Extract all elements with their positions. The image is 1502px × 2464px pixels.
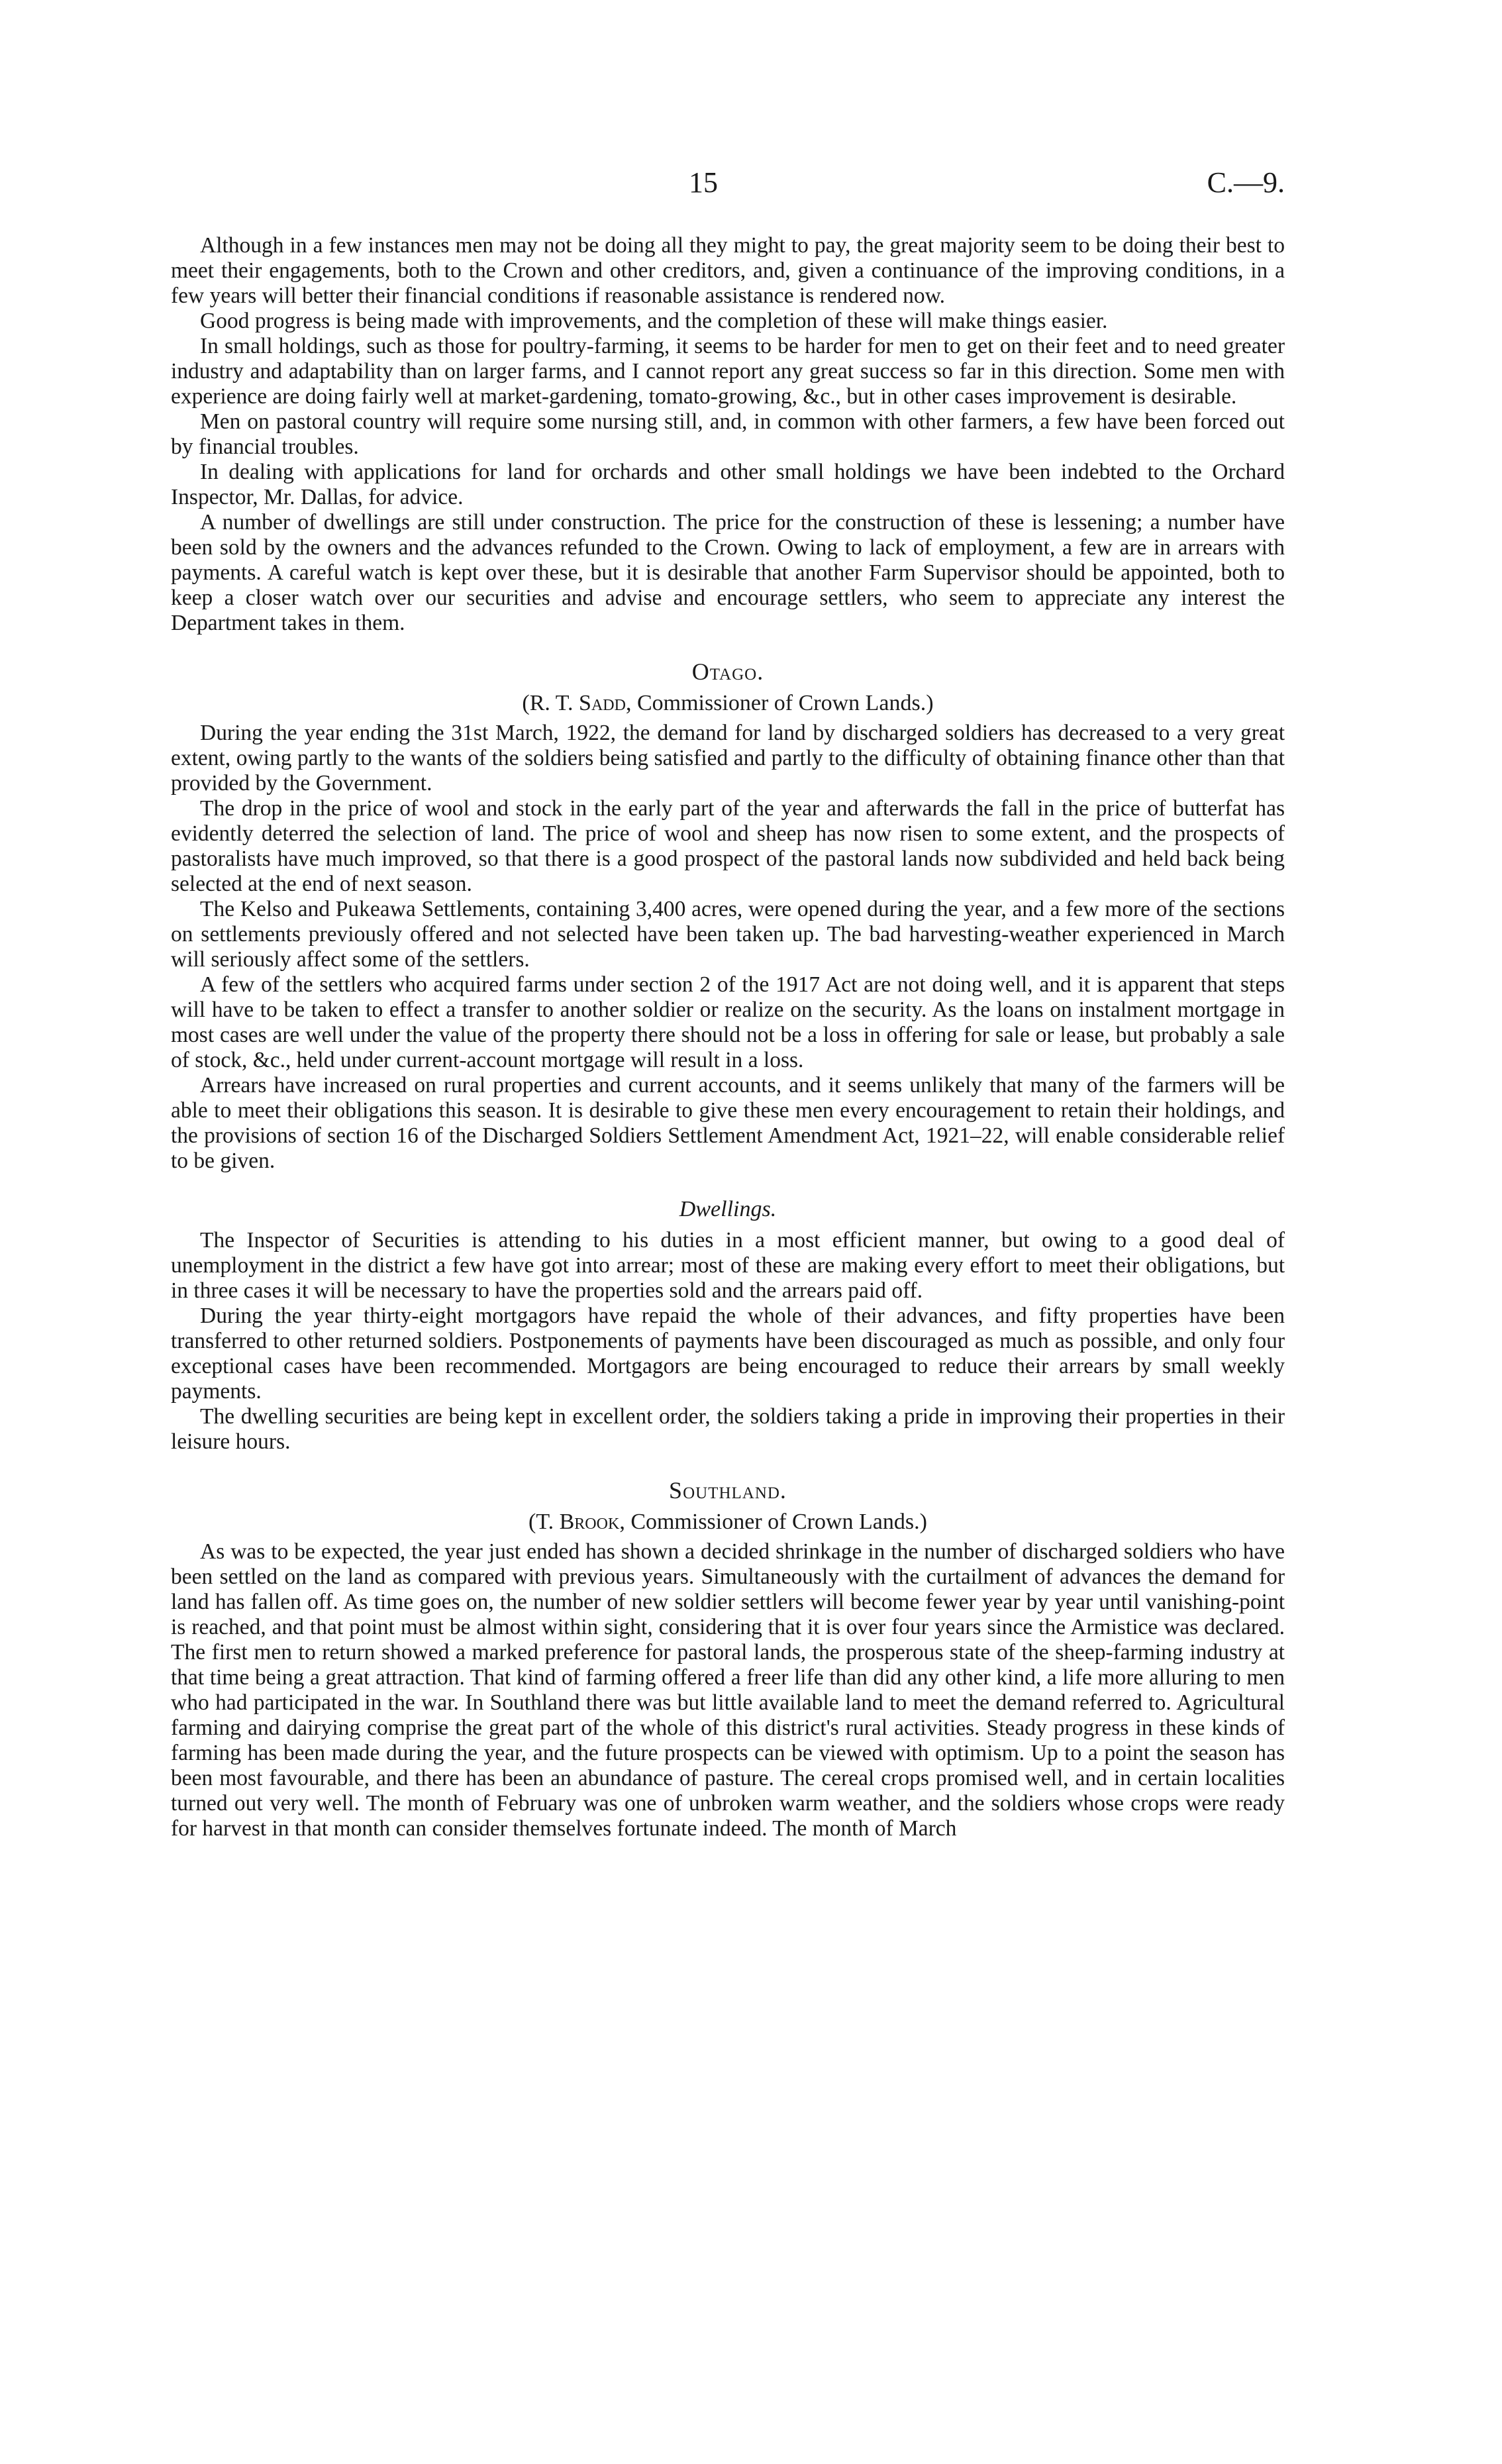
- section-title-southland: Southland.: [669, 1477, 787, 1504]
- dwellings-section: [171, 1196, 1285, 1455]
- paragraph: Although in a few instances men may not be doing all they might to pay, the great majority seem to be doing their best to meet their engagements, both to the Crown and other creditors, and, given a continuance of the improving conditions, in a few years will better their financial conditions if reasonable assistance is rendered now.: [171, 233, 1285, 308]
- paragraph: During the year ending the 31st March, 1922, the demand for land by discharged soldiers has decreased to a very great extent, owing partly to the wants of the soldiers being satisfied and partly to the difficulty of obtaining finance other than that provided by the Government.: [171, 721, 1285, 796]
- paragraph: The drop in the price of wool and stock in the early part of the year and afterwards the fall in the price of butterfat has evidently deterred the selection of land. The price of wool and sheep has now risen to some extent, and the prospects of pastoralists have much improved, so that there is a good prospect of the pastoral lands now subdivided and held back being selected at the end of next season.: [171, 796, 1285, 896]
- author-name: Sadd: [579, 691, 626, 715]
- paragraph: The dwelling securities are being kept in excellent order, the soldiers taking a pride in improving their properties in their leisure hours.: [171, 1404, 1285, 1454]
- paragraph: Arrears have increased on rural properties and current accounts, and it seems unlikely that many of the farmers will be able to meet their obligations this season. It is desirable to give these men every encouragement to retain their holdings, and the provisions of section 16 of the Discharged Soldiers Settlement Amendment Act, 1921–22, will enable considerable relief to be given.: [171, 1073, 1285, 1173]
- intro-section: [171, 233, 1285, 636]
- paragraph: During the year thirty-eight mortgagors have repaid the whole of their advances, and fifty properties have been transferred to other returned soldiers. Postponements of payments have been discouraged as much as possible, and only four exceptional cases have been recommended. Mortgagors are being encouraged to reduce their arrears by small weekly payments.: [171, 1304, 1285, 1404]
- paragraph: In dealing with applications for land for orchards and other small holdings we have been indebted to the Orchard Inspector, Mr. Dallas, for advice.: [171, 460, 1285, 509]
- author-line-otago: [171, 690, 1285, 717]
- author-line-southland: [171, 1509, 1285, 1535]
- paragraph: As was to be expected, the year just ended has shown a decided shrinkage in the number of discharged soldiers who have been settled on the land as compared with previous years. Simultaneously with the curtailment of advances the demand for land has fallen off. As time goes on, the number of new soldier settlers will become fewer year by year until vanishing-point is reached, and that point must be almost within sight, considering that it is over four years since the Armistice was declared. The first men to return showed a marked preference for pastoral lands, the prosperous state of the sheep-farming industry at that time being a great attraction. That kind of farming offered a freer life than did any other kind, a life more alluring to men who had participated in the war. In Southland there was but little available land to meet the demand referred to. Agricultural farming and dairying comprise the great part of the whole of this district's rural activities. Steady progress in these kinds of farming has been made during the year, and the future prospects can be viewed with optimism. Up to a point the season has been most favourable, and there has been an abundance of pasture. The cereal crops promised well, and in certain localities turned out very well. The month of February was one of unbroken warm weather, and the soldiers whose crops were ready for harvest in that month can consider themselves fortunate indeed. The month of March: [171, 1539, 1285, 1841]
- page-number: 15: [689, 166, 718, 199]
- author-name: Brook: [559, 1510, 620, 1534]
- paragraph: Good progress is being made with improvements, and the completion of these will make things easier.: [200, 309, 1108, 333]
- paragraph: The Kelso and Pukeawa Settlements, containing 3,400 acres, were opened during the year, and a few more of the sections on settlements previously offered and not selected have been taken up. The bad harvesting-weather experienced in March will seriously affect some of the settlers.: [171, 897, 1285, 972]
- paragraph: Men on pastoral country will require some nursing still, and, in common with other farmers, a few have been forced out by financial troubles.: [171, 409, 1285, 459]
- otago-section: [171, 658, 1285, 1174]
- page-header: [172, 166, 1285, 205]
- paragraph: The Inspector of Securities is attending to his duties in a most efficient manner, but owing to a good deal of unemployment in the district a few have got into arrear; most of these are making every effort to meet their obligations, but in three cases it will be necessary to have the properties sold and the arrears paid off.: [171, 1228, 1285, 1303]
- author-prefix: (R. T.: [522, 691, 579, 715]
- paragraph: In small holdings, such as those for poultry-farming, it seems to be harder for men to get on their feet and to need greater industry and adaptability than on larger farms, and I cannot report any great success so far in this direction. Some men with experience are doing fairly well at market-gardening, tomato-growing, &c., but in other cases improvement is desirable.: [171, 334, 1285, 409]
- paragraph: A number of dwellings are still under construction. The price for the construction of these is lessening; a number have been sold by the owners and the advances refunded to the Crown. Owing to lack of employment, a few are in arrears with payments. A careful watch is kept over these, but it is desirable that another Farm Supervisor should be appointed, both to keep a closer watch over our securities and advise and encourage settlers, who seem to appreciate any interest the Department takes in them.: [171, 510, 1285, 635]
- subheading-dwellings: Dwellings.: [679, 1197, 777, 1221]
- section-title-otago: Otago.: [691, 658, 764, 685]
- author-suffix: , Commissioner of Crown Lands.): [619, 1510, 927, 1534]
- paragraph: A few of the settlers who acquired farms under section 2 of the 1917 Act are not doing well, and it is apparent that steps will have to be taken to effect a transfer to another soldier or realize on the security. As the loans on instalment mortgage in most cases are well under the value of the property there should not be a loss in offering for sale or lease, but probably a sale of stock, &c., held under current-account mortgage will result in a loss.: [171, 972, 1285, 1072]
- page-body: [171, 233, 1285, 1841]
- author-prefix: (T.: [528, 1510, 560, 1534]
- document-reference: C.—9.: [1207, 166, 1285, 199]
- author-suffix: , Commissioner of Crown Lands.): [625, 691, 934, 715]
- southland-section: [171, 1477, 1285, 1841]
